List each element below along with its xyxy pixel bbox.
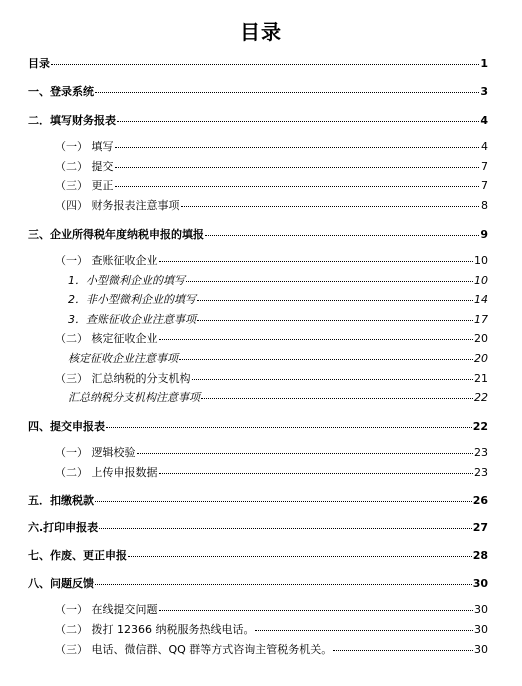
dot-leader xyxy=(115,186,480,187)
dot-leader xyxy=(159,339,474,340)
dot-leader xyxy=(255,630,473,631)
toc-entry-label: （二） 上传申报数据 xyxy=(55,466,158,479)
toc-entry[interactable] xyxy=(28,577,488,591)
toc-entry-page-number: 30 xyxy=(472,577,488,590)
dot-leader xyxy=(95,92,479,93)
toc-entry-page-number: 27 xyxy=(472,521,488,534)
dot-leader xyxy=(179,359,473,360)
dot-leader xyxy=(95,501,472,502)
toc-entry-label: （一） 查账征收企业 xyxy=(55,254,158,267)
toc-entry-label: 二．填写财务报表 xyxy=(28,114,116,127)
toc-entry-label: （一） 填写 xyxy=(55,140,114,153)
toc-entry[interactable] xyxy=(55,179,488,193)
dot-leader xyxy=(117,121,479,122)
dot-leader xyxy=(51,64,479,65)
toc-entry-page-number: 8 xyxy=(481,199,488,212)
toc-entry[interactable] xyxy=(55,199,488,213)
page-title: 目录 xyxy=(240,20,282,44)
toc-entry[interactable] xyxy=(55,140,488,154)
toc-entry-page-number: 9 xyxy=(480,228,488,241)
toc-entry[interactable] xyxy=(28,114,488,128)
dot-leader xyxy=(201,398,473,399)
toc-entry-page-number: 23 xyxy=(474,466,488,479)
toc-entry-label: （二） 核定征收企业 xyxy=(55,332,158,345)
dot-leader xyxy=(205,235,479,236)
toc-entry[interactable] xyxy=(55,603,488,617)
toc-entry-label: （二） 提交 xyxy=(55,160,114,173)
dot-leader xyxy=(159,610,474,611)
toc-entry[interactable] xyxy=(68,274,488,288)
dot-leader xyxy=(99,528,472,529)
dot-leader xyxy=(95,584,472,585)
toc-entry-page-number: 28 xyxy=(472,549,488,562)
toc-entry[interactable] xyxy=(68,352,488,366)
toc-entry[interactable] xyxy=(68,293,488,307)
toc-entry-page-number: 1 xyxy=(480,57,488,70)
dot-leader xyxy=(181,206,480,207)
toc-entry-page-number: 7 xyxy=(481,160,488,173)
toc-entry-label: （一） 在线提交问题 xyxy=(55,603,158,616)
toc-entry-page-number: 20 xyxy=(474,352,488,365)
toc-entry-label: （二） 拨打 12366 纳税服务热线电话。 xyxy=(55,623,255,636)
toc-entry-page-number: 4 xyxy=(480,114,488,127)
toc-entry[interactable] xyxy=(28,57,488,71)
dot-leader xyxy=(128,556,472,557)
toc-entry-label: （一） 逻辑校验 xyxy=(55,446,136,459)
toc-entry-label: 三、企业所得税年度纳税申报的填报 xyxy=(28,228,204,241)
toc-entry-page-number: 10 xyxy=(474,254,488,267)
toc-entry-page-number: 7 xyxy=(481,179,488,192)
dot-leader xyxy=(192,379,474,380)
toc-entry[interactable] xyxy=(68,313,488,327)
toc-entry[interactable] xyxy=(55,254,488,268)
toc-entry[interactable] xyxy=(55,446,488,460)
toc-entry[interactable] xyxy=(55,372,488,386)
toc-entry-page-number: 30 xyxy=(474,643,488,656)
toc-entry[interactable] xyxy=(55,332,488,346)
toc-entry-label: （三） 电话、微信群、QQ 群等方式咨询主管税务机关。 xyxy=(55,643,333,656)
toc-entry-label: 1．小型微利企业的填写 xyxy=(68,274,185,287)
dot-leader xyxy=(333,650,473,651)
toc-entry[interactable] xyxy=(28,494,488,508)
toc-entry[interactable] xyxy=(55,160,488,174)
toc-entry-label: 八、问题反馈 xyxy=(28,577,94,590)
toc-entry-page-number: 20 xyxy=(474,332,488,345)
toc-entry[interactable] xyxy=(55,623,488,637)
toc-entry-label: 五．扣缴税款 xyxy=(28,494,94,507)
toc-entry[interactable] xyxy=(55,643,488,657)
toc-entry-page-number: 23 xyxy=(474,446,488,459)
toc-entry-label: 2．非小型微利企业的填写 xyxy=(68,293,196,306)
toc-entry-label: 四、提交申报表 xyxy=(28,420,105,433)
toc-entry-page-number: 30 xyxy=(474,603,488,616)
toc-entry[interactable] xyxy=(28,549,488,563)
toc-entry-label: （四） 财务报表注意事项 xyxy=(55,199,180,212)
dot-leader xyxy=(106,427,472,428)
dot-leader xyxy=(137,453,474,454)
toc-entry[interactable] xyxy=(28,521,488,535)
toc-entry-label: 六.打印申报表 xyxy=(28,521,99,534)
toc-entry-page-number: 22 xyxy=(474,391,488,404)
toc-entry[interactable] xyxy=(28,228,488,242)
toc-entry-page-number: 3 xyxy=(480,85,488,98)
toc-entry-label: 目录 xyxy=(28,57,50,70)
dot-leader xyxy=(197,320,473,321)
toc-entry-label: 一、登录系统 xyxy=(28,85,94,98)
toc-entry-label: 3．查账征收企业注意事项 xyxy=(68,313,196,326)
toc-entry-page-number: 26 xyxy=(472,494,488,507)
toc-entry-label: 汇总纳税分支机构注意事项 xyxy=(68,391,200,404)
toc-entry-label: 七、作废、更正申报 xyxy=(28,549,127,562)
toc-entry[interactable] xyxy=(28,85,488,99)
toc-entry-page-number: 22 xyxy=(472,420,488,433)
toc-entry-page-number: 4 xyxy=(481,140,488,153)
dot-leader xyxy=(115,147,480,148)
dot-leader xyxy=(197,300,473,301)
toc-entry-label: （三） 汇总纳税的分支机构 xyxy=(55,372,191,385)
toc-entry[interactable] xyxy=(68,391,488,405)
toc-entry-label: 核定征收企业注意事项 xyxy=(68,352,178,365)
toc-entry-page-number: 17 xyxy=(474,313,488,326)
toc-entry-page-number: 21 xyxy=(474,372,488,385)
toc-entry[interactable] xyxy=(28,420,488,434)
toc-entry-page-number: 10 xyxy=(474,274,488,287)
toc-entry-page-number: 30 xyxy=(474,623,488,636)
dot-leader xyxy=(186,281,473,282)
dot-leader xyxy=(159,473,474,474)
dot-leader xyxy=(159,261,474,262)
dot-leader xyxy=(115,167,480,168)
toc-entry[interactable] xyxy=(55,466,488,480)
toc-entry-page-number: 14 xyxy=(474,293,488,306)
toc-entry-label: （三） 更正 xyxy=(55,179,114,192)
